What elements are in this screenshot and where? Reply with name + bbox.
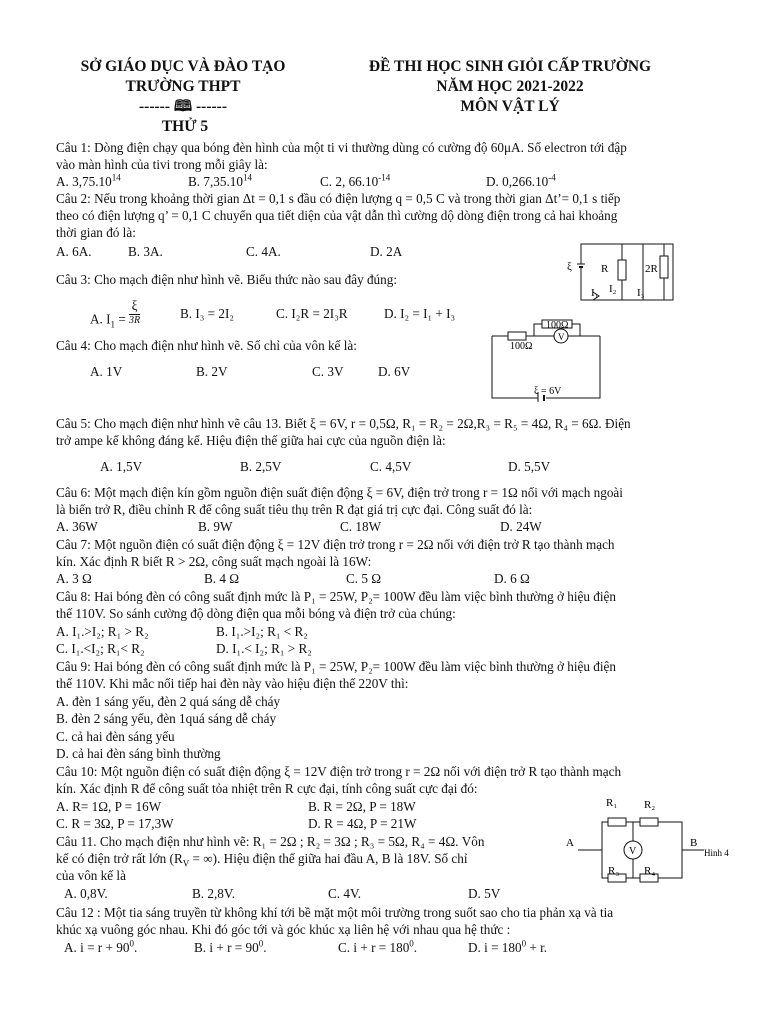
q6-option-a: A. 36W <box>56 519 98 534</box>
q3-fig-xi: ξ <box>567 261 572 273</box>
q11-fig-r2: R₂ <box>644 799 656 811</box>
q5-option-c: C. 4,5V <box>370 459 412 474</box>
header-divider: ------ 🕮 ------ <box>139 98 227 115</box>
q4-fig-voltmeter: V <box>558 332 565 342</box>
q4-option-b: B. 2V <box>196 364 228 379</box>
q3-fig-2r: 2R <box>645 263 658 275</box>
q7-text-2: kín. Xác định R biết R > 2Ω, công suất mạch ngoài là 16W: <box>56 554 372 569</box>
q8-option-b: B. I₁.>I₂; R₁ < R₂ <box>216 624 308 639</box>
school-year: NĂM HỌC 2021-2022 <box>436 78 584 95</box>
school-name: TRƯỜNG THPT <box>125 78 241 95</box>
dept-name: SỞ GIÁO DỤC VÀ ĐÀO TẠO <box>80 58 286 75</box>
q10-option-c: C. R = 3Ω, P = 17,3W <box>56 816 174 831</box>
q10-text-2: kín. Xác định R để công suất tỏa nhiệt trên R cực đại, tính công suất cực đại đó: <box>56 781 478 796</box>
q2-text-1: Câu 2: Nếu trong khoảng thời gian Δt = 0,1 s đầu có điện lượng q = 0,5 C và trong thời gian Δt’= 0,1 s tiếp <box>56 191 621 206</box>
q5-text-1: Câu 5: Cho mạch điện như hình vẽ câu 13. Biết ξ = 6V, r = 0,5Ω, R₁ = R₂ = 2Ω,R₃ = R₅ = 4Ω, R₄ = 6Ω. Điện <box>56 416 631 431</box>
q1-option-a: A. 3,75.10$^{14}$ <box>56 172 121 189</box>
q6-text-2: là biến trở R, điều chỉnh R để công suất tiêu thụ trên R đạt giá trị cực đại. Công suất đó là: <box>56 502 533 517</box>
q2-option-b: B. 3A. <box>128 244 163 259</box>
q11-fig-r1: R₁ <box>606 797 618 809</box>
q6-option-d: D. 24W <box>500 519 542 534</box>
q3-fig-i1: I₁ <box>591 287 599 299</box>
q2-text-2: theo có điện lượng q’ = 0,1 C chuyển qua tiết diện của vật dẫn thì cường dộ dòng điện trong cả hai khoảng <box>56 208 618 223</box>
q3-fig-i3: I₃ <box>637 287 645 299</box>
q4-circuit-diagram <box>490 316 610 402</box>
q12-text-1: Câu 12 : Một tia sáng truyền từ không khí tới bề mặt một môi trường trong suốt sao cho tia phản xạ và tia <box>56 905 614 920</box>
q11-option-a: A. 0,8V. <box>64 886 108 901</box>
q11-circuit-diagram <box>564 794 740 894</box>
q11-fig-r4: R₄ <box>644 865 656 877</box>
q12-option-c: C. $i + r = 180^0$. <box>338 938 418 955</box>
q11-option-c: C. 4V. <box>328 886 362 901</box>
exam-title: ĐỀ THI HỌC SINH GIỎI CẤP TRƯỜNG <box>368 58 652 75</box>
q11-text-1: Câu 11. Cho mạch điện như hình vẽ: R₁ = 2Ω ; R₂ = 3Ω ; R₃ = 5Ω, R₄ = 4Ω. Vôn <box>56 834 485 849</box>
q9-text-1: Câu 9: Hai bóng đèn có công suất định mức là P₁ = 25W, P₂= 100W đều làm việc bình thường ở hiệu điện <box>56 659 616 674</box>
q4-fig-source: ξ = 6V <box>534 386 562 397</box>
q10-option-a: A. R= 1Ω, P = 16W <box>56 799 162 814</box>
q9-option-c: C. cả hai đèn sáng yếu <box>56 729 175 744</box>
q8-option-c: C. I₁.<I₂; R₁< R₂ <box>56 641 145 656</box>
q1-text-1: Câu 1: Dòng điện chạy qua bóng đèn hình của một ti vi thường dùng có cường độ 60μA. Số electron tới đập <box>56 140 627 155</box>
q12-option-a: A. $i = r + 90^0$. <box>64 938 138 955</box>
q4-fig-r100-left: 100Ω <box>510 341 533 352</box>
q5-text-2: trở ampe kế không đáng kể. Hiệu điện thế giữa hai cực của nguồn điện là: <box>56 433 446 448</box>
q6-option-c: C. 18W <box>340 519 382 534</box>
q10-option-d: D. R = 4Ω, P = 21W <box>308 816 417 831</box>
q8-text-1: Câu 8: Hai bóng đèn có công suất định mức là P₁ = 25W, P₂= 100W đều làm việc bình thường ở hiệu điện <box>56 589 616 604</box>
q3-option-b: B. I₃ = 2I₂ <box>180 306 234 321</box>
q11-option-b: B. 2,8V. <box>192 886 235 901</box>
q11-text-3: của vôn kế là <box>56 868 126 883</box>
q3-option-a: A. $I_1$ = ξ 3R <box>90 298 141 330</box>
q7-option-b: B. 4 Ω <box>204 571 240 586</box>
q3-text-1: Câu 3: Cho mạch điện như hình vẽ. Biểu thức nào sau đây đúng: <box>56 272 397 287</box>
q2-text-3: thời gian đó là: <box>56 225 136 240</box>
exam-number: THỬ 5 <box>161 118 209 135</box>
q3-circuit-diagram <box>565 242 685 304</box>
q3-frac-den: 3R <box>129 315 141 327</box>
q8-text-2: thế 110V. So sánh cường độ dòng điện qua mỗi bóng và điện trở của chúng: <box>56 606 456 621</box>
q3-option-c: C. I₂R = 2I₃R <box>276 306 348 321</box>
q1-option-d: D. $0,266.10^{-4}$ <box>486 172 556 189</box>
subject: MÔN VẬT LÝ <box>460 98 560 115</box>
q11-option-d: D. 5V <box>468 886 501 901</box>
q2-option-c: C. 4A. <box>246 244 281 259</box>
q4-option-c: C. 3V <box>312 364 344 379</box>
q1-option-b: B. 7,35.10$^{14}$ <box>188 172 252 189</box>
q7-option-c: C. 5 Ω <box>346 571 382 586</box>
q3-fig-r: R <box>601 263 609 275</box>
q11-text-2: kế có điện trở rất lớn ($R_V$ = ∞). Hiệu điện thế giữa hai đầu A, B là 18V. Số chỉ <box>56 851 468 869</box>
q12-option-d: D. $i = 180^0 + r$. <box>468 938 548 955</box>
q1-option-c: C. 2, $66.10^{-14}$ <box>320 172 391 189</box>
q9-text-2: thế 110V. Khi mắc nối tiếp hai đèn này vào hiệu điện thế 220V thì: <box>56 676 409 691</box>
q4-text-1: Câu 4: Cho mạch điện như hình vẽ. Số chỉ của vôn kế là: <box>56 338 357 353</box>
q9-option-a: A. đèn 1 sáng yếu, đèn 2 quá sáng dễ cháy <box>56 694 281 709</box>
q11-fig-voltmeter: V <box>629 846 637 857</box>
q4-option-d: D. 6V <box>378 364 411 379</box>
q7-text-1: Câu 7: Một nguồn điện có suất điện động ξ = 12V điện trở trong r = 2Ω nối với điện trở R tạo thành mạch <box>56 537 615 552</box>
q3-fig-i2: I₂ <box>609 283 617 295</box>
q5-option-a: A. 1,5V <box>100 459 143 474</box>
q8-option-a: A. I₁.>I₂; R₁ > R₂ <box>56 624 149 639</box>
q9-option-b: B. đèn 2 sáng yếu, đèn 1quá sáng dễ cháy <box>56 711 277 726</box>
q3-option-d: D. I₂ = I₁ + I₃ <box>384 306 456 321</box>
q11-fig-a: A <box>566 837 574 849</box>
q6-text-1: Câu 6: Một mạch điện kín gồm nguồn điện suất điện động ξ = 6V, điện trở trong r = 1Ω nối với mạch ngoài <box>56 485 623 500</box>
q1-text-2: vào màn hình của tivi trong mỗi giây là: <box>56 157 268 172</box>
q10-text-1: Câu 10: Một nguồn điện có suất điện động ξ = 12V điện trở trong r = 2Ω nối với điện trở R tạo thành mạch <box>56 764 622 779</box>
q5-option-b: B. 2,5V <box>240 459 282 474</box>
q4-fig-r100-top: 100Ω <box>546 320 569 331</box>
q9-option-d: D. cả hai đèn sáng bình thường <box>56 746 221 761</box>
q4-option-a: A. 1V <box>90 364 123 379</box>
q2-option-d: D. 2A <box>370 244 403 259</box>
q3-frac-num: ξ <box>129 298 140 315</box>
q5-option-d: D. 5,5V <box>508 459 551 474</box>
q6-option-b: B. 9W <box>198 519 233 534</box>
q12-text-2: khúc xạ vuông góc nhau. Khi đó góc tới và góc khúc xạ liên hệ với nhau qua hệ thức : <box>56 922 511 937</box>
q11-fig-r3: R₃ <box>608 865 620 877</box>
q7-option-d: D. 6 Ω <box>494 571 530 586</box>
q7-option-a: A. 3 Ω <box>56 571 92 586</box>
q11-fig-caption: Hình 4 <box>704 848 729 858</box>
q10-option-b: B. R = 2Ω, P = 18W <box>308 799 416 814</box>
q12-option-b: B. $i + r = 90^0$. <box>194 938 267 955</box>
q2-option-a: A. 6A. <box>56 244 92 259</box>
q11-fig-b: B <box>690 837 698 849</box>
q8-option-d: D. I₁.< I₂; R₁ > R₂ <box>216 641 312 656</box>
